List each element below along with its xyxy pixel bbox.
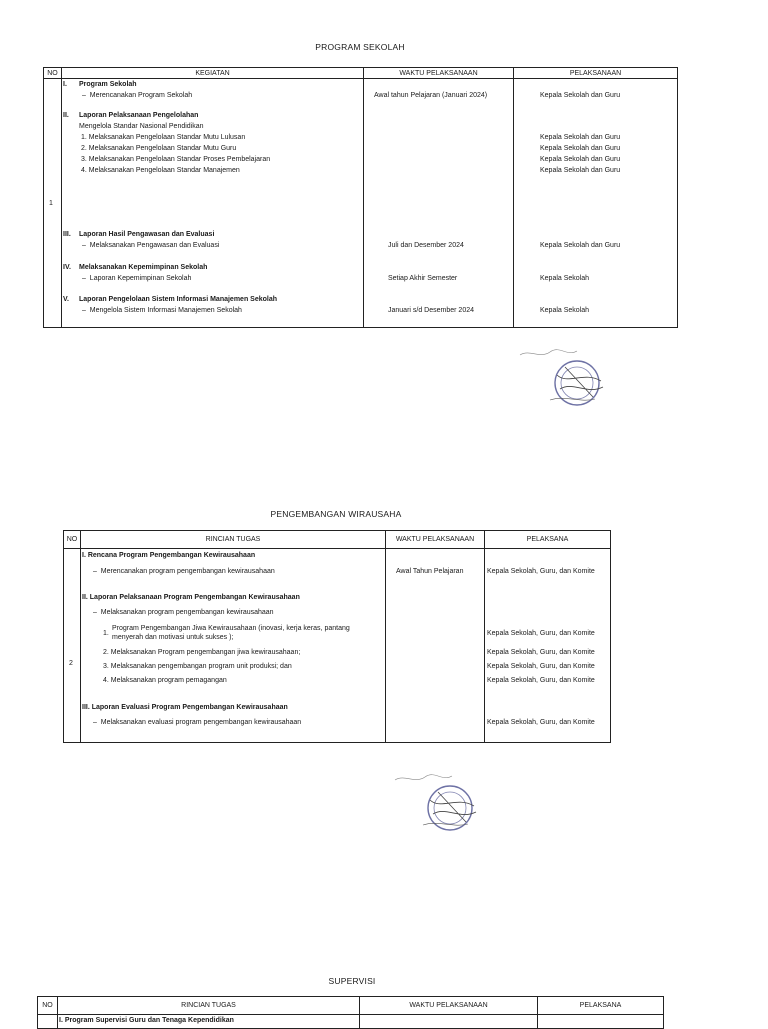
list-item: – Mengelola Sistem Informasi Manajemen Sekolah — [82, 307, 242, 314]
cell-waktu — [360, 1015, 538, 1029]
executor-value: Kepala Sekolah dan Guru — [540, 134, 621, 141]
cell-waktu — [386, 549, 485, 743]
time-value: Awal Tahun Pelajaran — [396, 568, 464, 575]
executor-value: Kepala Sekolah dan Guru — [540, 92, 621, 99]
heading-program-sekolah: Program Sekolah — [79, 81, 137, 88]
cell-rincian — [81, 549, 386, 743]
cell-kegiatan — [62, 79, 364, 328]
roman-2: II. — [63, 112, 69, 119]
list-item: – Melaksanakan Pengawasan dan Evaluasi — [82, 242, 220, 249]
executor-value: Kepala Sekolah, Guru, dan Komite — [487, 663, 595, 670]
subheading: Mengelola Standar Nasional Pendidikan — [79, 123, 204, 130]
header-no: NO — [44, 68, 62, 79]
time-value: Awal tahun Pelajaran (Januari 2024) — [374, 92, 488, 99]
header-pelaksana: PELAKSANA — [538, 997, 664, 1015]
section-title-program-sekolah: PROGRAM SEKOLAH — [315, 42, 405, 52]
header-no: NO — [38, 997, 58, 1015]
roman-1: I. — [63, 81, 67, 88]
list-item: 3. Melaksanakan Pengelolaan Standar Proses Pembelajaran — [81, 156, 271, 163]
list-item: – Melaksanakan evaluasi program pengembangan kewirausahaan — [93, 719, 302, 726]
header-waktu: WAKTU PELAKSANAAN — [364, 68, 514, 79]
executor-value: Kepala Sekolah, Guru, dan Komite — [487, 568, 595, 575]
roman-3: III. — [63, 231, 71, 238]
signature-stamp — [505, 345, 645, 410]
heading-rencana-program: I. Rencana Program Pengembangan Kewirausahaan — [82, 552, 256, 559]
list-item: – Melaksanakan program pengembangan kewirausahaan — [93, 609, 274, 616]
cell-pelaksanaan — [514, 79, 678, 328]
stamp-seal-icon — [380, 770, 520, 835]
cell-pelaksana — [485, 549, 611, 743]
list-item: – Merencanakan Program Sekolah — [82, 92, 193, 99]
time-value: Januari s/d Desember 2024 — [388, 307, 474, 314]
signature-stamp — [380, 770, 520, 835]
header-waktu: WAKTU PELAKSANAAN — [386, 531, 485, 549]
list-item-continuation: menyerah dan motivasi untuk sukses ); — [112, 634, 234, 641]
list-item: 2. Melaksanakan Pengelolaan Standar Mutu Guru — [81, 145, 237, 152]
header-no: NO — [64, 531, 81, 549]
list-item: Program Pengembangan Jiwa Kewirausahaan (inovasi, kerja keras, pantang — [112, 625, 350, 632]
row-number — [38, 1015, 58, 1029]
row-number — [64, 549, 81, 743]
executor-value: Kepala Sekolah — [540, 307, 590, 314]
list-item: 2. Melaksanakan Program pengembangan jiwa kewirausahaan; — [103, 649, 301, 656]
heading-laporan-pelaksanaan: II. Laporan Pelaksanaan Program Pengembangan Kewirausahaan — [82, 594, 300, 601]
heading-laporan-hasil: Laporan Hasil Pengawasan dan Evaluasi — [79, 231, 215, 238]
header-rincian-tugas: RINCIAN TUGAS — [81, 531, 386, 549]
executor-value: Kepala Sekolah dan Guru — [540, 156, 621, 163]
heading-program-supervisi: I. Program Supervisi Guru dan Tenaga Kependidikan — [59, 1017, 234, 1024]
heading-kepemimpinan: Melaksanakan Kepemimpinan Sekolah — [79, 264, 208, 271]
list-item: – Merencanakan program pengembangan kewirausahaan — [93, 568, 275, 575]
executor-value: Kepala Sekolah, Guru, dan Komite — [487, 719, 595, 726]
time-value: Setiap Akhir Semester — [388, 275, 458, 282]
list-item: – Laporan Kepemimpinan Sekolah — [82, 275, 192, 282]
roman-4: IV. — [63, 264, 71, 271]
heading-sistem-informasi: Laporan Pengelolaan Sistem Informasi Manajemen Sekolah — [79, 296, 278, 303]
executor-value: Kepala Sekolah dan Guru — [540, 242, 621, 249]
time-value: Juli dan Desember 2024 — [388, 242, 464, 249]
header-rincian-tugas: RINCIAN TUGAS — [58, 997, 360, 1015]
section-title-supervisi: SUPERVISI — [328, 976, 376, 986]
header-waktu: WAKTU PELAKSANAAN — [360, 997, 538, 1015]
roman-5: V. — [63, 296, 69, 303]
stamp-seal-icon — [505, 345, 645, 410]
list-item: 4. Melaksanakan program pemagangan — [103, 677, 227, 684]
section-title-pengembangan-wirausaha: PENGEMBANGAN WIRAUSAHA — [270, 509, 402, 519]
row-number-text: 2 — [69, 660, 73, 667]
executor-value: Kepala Sekolah, Guru, dan Komite — [487, 630, 595, 637]
list-item: 1. Melaksanakan Pengelolaan Standar Mutu Lulusan — [81, 134, 246, 141]
cell-waktu — [364, 79, 514, 328]
cell-rincian — [58, 1015, 360, 1029]
executor-value: Kepala Sekolah dan Guru — [540, 145, 621, 152]
executor-value: Kepala Sekolah, Guru, dan Komite — [487, 649, 595, 656]
table-pengembangan-wirausaha — [63, 530, 611, 743]
heading-laporan-evaluasi: III. Laporan Evaluasi Program Pengembangan Kewirausahaan — [82, 704, 288, 711]
list-item-number: 1. — [103, 630, 109, 637]
executor-value: Kepala Sekolah — [540, 275, 590, 282]
list-item: 4. Melaksanakan Pengelolaan Standar Manajemen — [81, 167, 240, 174]
header-kegiatan: KEGIATAN — [62, 68, 364, 79]
table-supervisi — [37, 996, 664, 1029]
row-number-text: 1 — [49, 200, 53, 207]
cell-pelaksana — [538, 1015, 664, 1029]
heading-laporan-pelaksanaan: Laporan Pelaksanaan Pengelolahan — [79, 112, 199, 119]
table-program-sekolah — [43, 67, 678, 328]
executor-value: Kepala Sekolah, Guru, dan Komite — [487, 677, 595, 684]
header-pelaksanaan: PELAKSANAAN — [514, 68, 678, 79]
executor-value: Kepala Sekolah dan Guru — [540, 167, 621, 174]
header-pelaksana: PELAKSANA — [485, 531, 611, 549]
list-item: 3. Melaksanakan pengembangan program unit produksi; dan — [103, 663, 292, 670]
row-number — [44, 79, 62, 328]
